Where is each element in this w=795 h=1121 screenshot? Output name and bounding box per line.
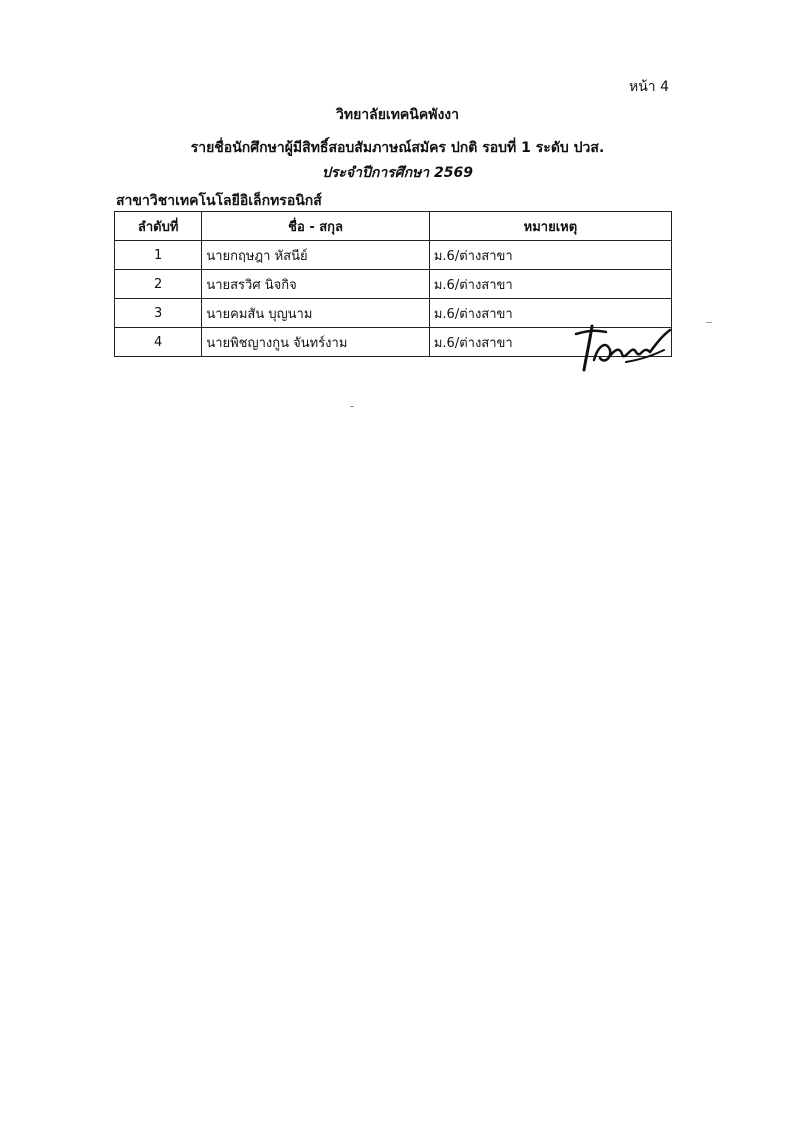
student-remark: ม.6/ต่างสาขา: [429, 328, 671, 357]
scan-mark: [350, 406, 354, 407]
row-number: 4: [115, 328, 202, 357]
student-name: นายสรวิศ นิจกิจ: [202, 270, 430, 299]
student-name: นายคมสัน บุญนาม: [202, 299, 430, 328]
column-header-name: ชื่อ - สกุล: [202, 212, 430, 241]
student-remark: ม.6/ต่างสาขา: [429, 241, 671, 270]
table-row: [115, 241, 672, 270]
column-header-number: ลำดับที่: [115, 212, 202, 241]
table-header-row: [115, 212, 672, 241]
institution-title: วิทยาลัยเทคนิคพังงา: [335, 107, 459, 123]
row-number: 1: [115, 241, 202, 270]
list-title: รายชื่อนักศึกษาผู้มีสิทธิ์สอบสัมภาษณ์สมัคร ปกติ รอบที่ 1 ระดับ ปวส.: [190, 140, 605, 156]
row-number: 2: [115, 270, 202, 299]
handwritten-signature-icon: [566, 320, 676, 380]
student-name: นายพิชญางกูน จันทร์งาม: [202, 328, 430, 357]
student-remark: ม.6/ต่างสาขา: [429, 299, 671, 328]
row-number: 3: [115, 299, 202, 328]
academic-year: ประจำปีการศึกษา 2569: [321, 165, 474, 181]
student-remark: ม.6/ต่างสาขา: [429, 270, 671, 299]
table-row: [115, 270, 672, 299]
column-header-remark: หมายเหตุ: [429, 212, 671, 241]
scan-mark: [706, 322, 712, 323]
department-heading: สาขาวิชาเทคโนโลยีอิเล็กทรอนิกส์: [116, 193, 322, 209]
student-name: นายกฤษฎา หัสนีย์: [202, 241, 430, 270]
page-number: หน้า 4: [628, 79, 669, 95]
